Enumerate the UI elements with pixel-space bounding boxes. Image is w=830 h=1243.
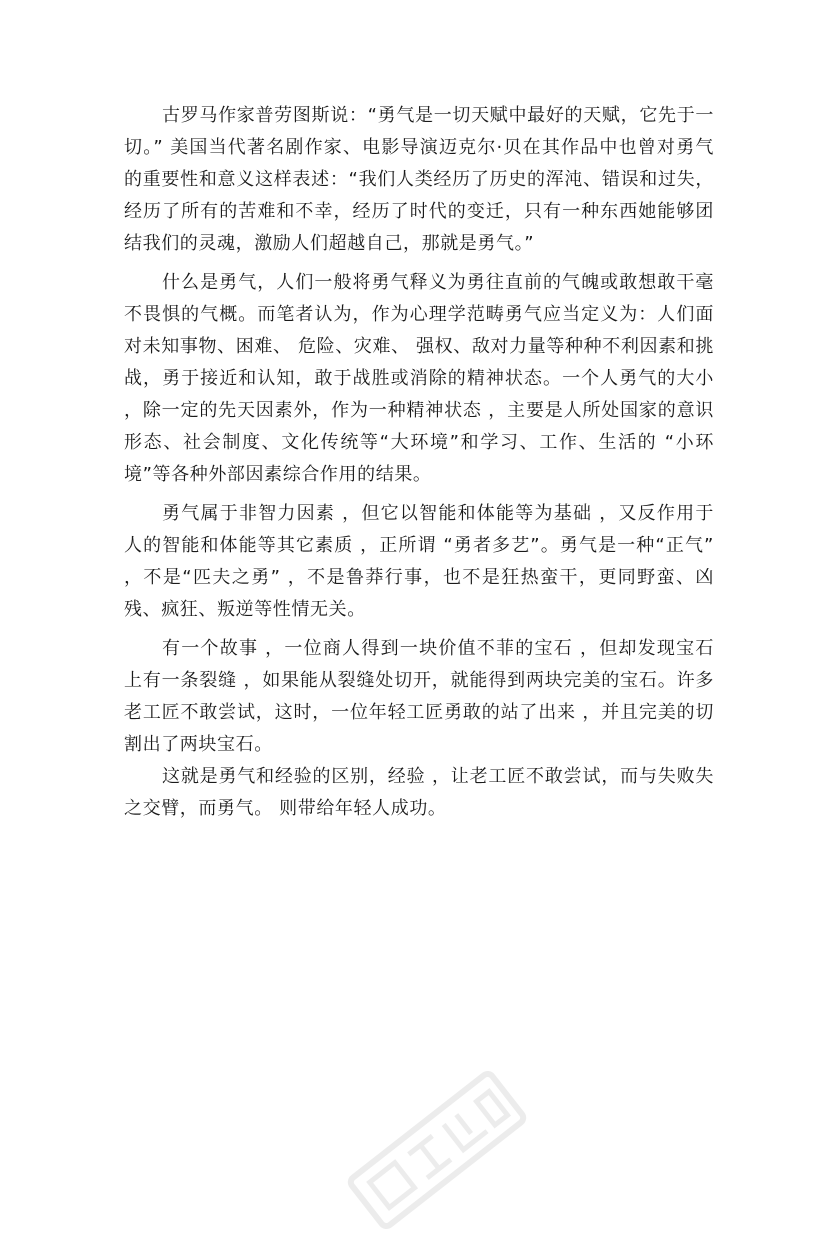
paragraph-courage-nature: 勇气属于非智力因素 ，但它以智能和体能等为基础 ，又反作用于人的智能和体能等其它素质 ，正所谓 “勇者多艺”。勇气是一种“正气” ，不是“匹夫之勇” ，不是鲁莽行事，也不是狂热蛮干，更同野蛮、凶残、疯狂、叛逆等性情无关。 [124,503,714,620]
paragraph-courage-quotes: 古罗马作家普劳图斯说：“勇气是一切天赋中最好的天赋，它先于一切。” 美国当代著名剧作家、电影导演迈克尔·贝在其作品中也曾对勇气的重要性和意义这样表述：“我们人类经历了历史的浑沌、错误和过失，经历了所有的苦难和不幸，经历了时代的变迁，只有一种东西她能够团结我们的灵魂，激励人们超越自己，那就是勇气。” [124,105,714,254]
document-body [124,100,714,832]
watermark-stamp-icon [338,1060,537,1240]
paragraph-gem-story: 有一个故事 ，一位商人得到一块价值不菲的宝石 ，但却发现宝石上有一条裂缝 ，如果能从裂缝处切开，就能得到两块完美的宝石。许多老工匠不敢尝试，这时，一位年轻工匠勇敢的站了出来 ，并且完美的切割出了两块宝石。 [124,638,714,755]
paragraph-conclusion: 这就是勇气和经验的区别，经验 ，让老工匠不敢尝试，而与失败失之交臂，而勇气。 则带给年轻人成功。 [124,766,714,819]
paragraph-courage-definition: 什么是勇气，人们一般将勇气释义为勇往直前的气魄或敢想敢干毫不畏惧的气概。而笔者认为，作为心理学范畴勇气应当定义为：人们面对未知事物、困难、 危险、灾难、 强权、敌对力量等种种不利因素和挑战，勇于接近和认知，敢于战胜或消除的精神状态。一个人勇气的大小 ，除一定的先天因素外，作为一种精神状态 ，主要是人所处国家的意识形态、社会制度、文化传统等“大环境”和学习、工作、生活的 “小环境”等各种外部因素综合作用的结果。 [124,272,714,485]
